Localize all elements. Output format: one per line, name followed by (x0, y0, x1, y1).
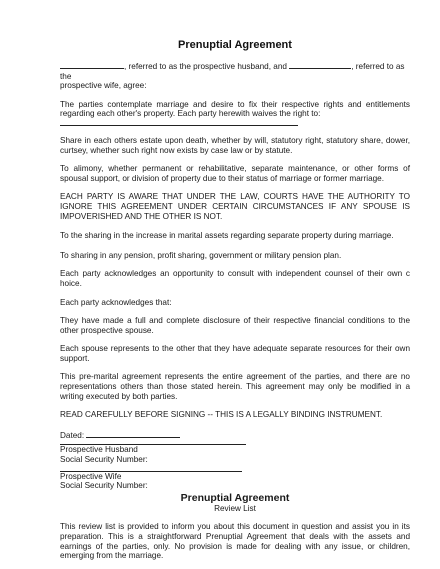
document-title: Prenuptial Agreement (178, 39, 292, 51)
paragraph-alimony: To alimony, whether permanent or rehabilitative, separate maintenance, or other forms of spousal support, or division of property due to their status of marriage or former marriage. (60, 164, 410, 183)
husband-label: Prospective Husband (60, 445, 138, 455)
dated-blank[interactable] (86, 429, 180, 438)
paragraph-resources: Each spouse represents to the other that they have adequate separate resources for their own support. (60, 344, 410, 363)
review-subtitle: Review List (214, 503, 256, 513)
paragraph-courts-warning: EACH PARTY IS AWARE THAT UNDER THE LAW, COURTS HAVE THE AUTHORITY TO IGNORE THIS AGREEMENT UNDER CERTAIN CIRCUMSTANCES IF ANY SPOUSE IS IMPOVERISHED AND THE OTHER IS NOT. (60, 192, 410, 221)
intro-paragraph (60, 60, 410, 91)
paragraph-read-carefully: READ CAREFULLY BEFORE SIGNING -- THIS IS A LEGALLY BINDING INSTRUMENT. (60, 410, 383, 420)
husband-name-blank[interactable] (60, 60, 124, 69)
paragraph-contemplate: The parties contemplate marriage and desire to fix their respective rights and entitlements regarding each other's property. Each party herewith waives the right to: (60, 99, 410, 119)
paragraph-counsel: Each party acknowledges an opportunity to consult with independent counsel of their own c hoice. (60, 269, 410, 288)
wife-label: Prospective Wife (60, 471, 122, 481)
waiver-blank-line[interactable] (60, 119, 298, 126)
intro-text-line2: prospective wife, agree: (60, 81, 147, 91)
paragraph-disclosure: They have made a full and complete disclosure of their respective financial conditions to the other prospective spouse. (60, 316, 410, 335)
paragraph-estate: Share in each others estate upon death, whether by will, statutory right, statutory share, dower, curtsey, whether such right now exists by case law or by statute. (60, 135, 410, 155)
intro-text-mid: , referred to as the prospective husband, and (124, 62, 287, 71)
wife-ssn-label: Social Security Number: (60, 481, 148, 491)
husband-ssn-label: Social Security Number: (60, 455, 148, 465)
paragraph-entire-agreement: This pre-marital agreement represents the entire agreement of the parties, and there are no representations others than those stated herein. This agreement may only be modified in a writing executed by both parties. (60, 372, 410, 401)
review-title: Prenuptial Agreement (180, 491, 290, 504)
wife-name-blank[interactable] (289, 60, 351, 69)
paragraph-marital-assets: To the sharing in the increase in marital assets regarding separate property during marriage. (60, 231, 394, 241)
intro-text-end: , referred to as the (60, 62, 405, 81)
paragraph-acknowledges: Each party acknowledges that: (60, 297, 172, 307)
dated-label: Dated: (60, 430, 85, 440)
review-paragraph: This review list is provided to inform you about this document in question and assist you in its preparation. This is a straightforward Prenuptial Agreement that deals with the assets and earnings of the parties, only. No provision is made for dealing with any issue, or children, emerging from the marriage. (60, 522, 410, 561)
dated-row (60, 429, 410, 441)
paragraph-pension: To sharing in any pension, profit sharing, government or military pension plan. (60, 250, 342, 260)
